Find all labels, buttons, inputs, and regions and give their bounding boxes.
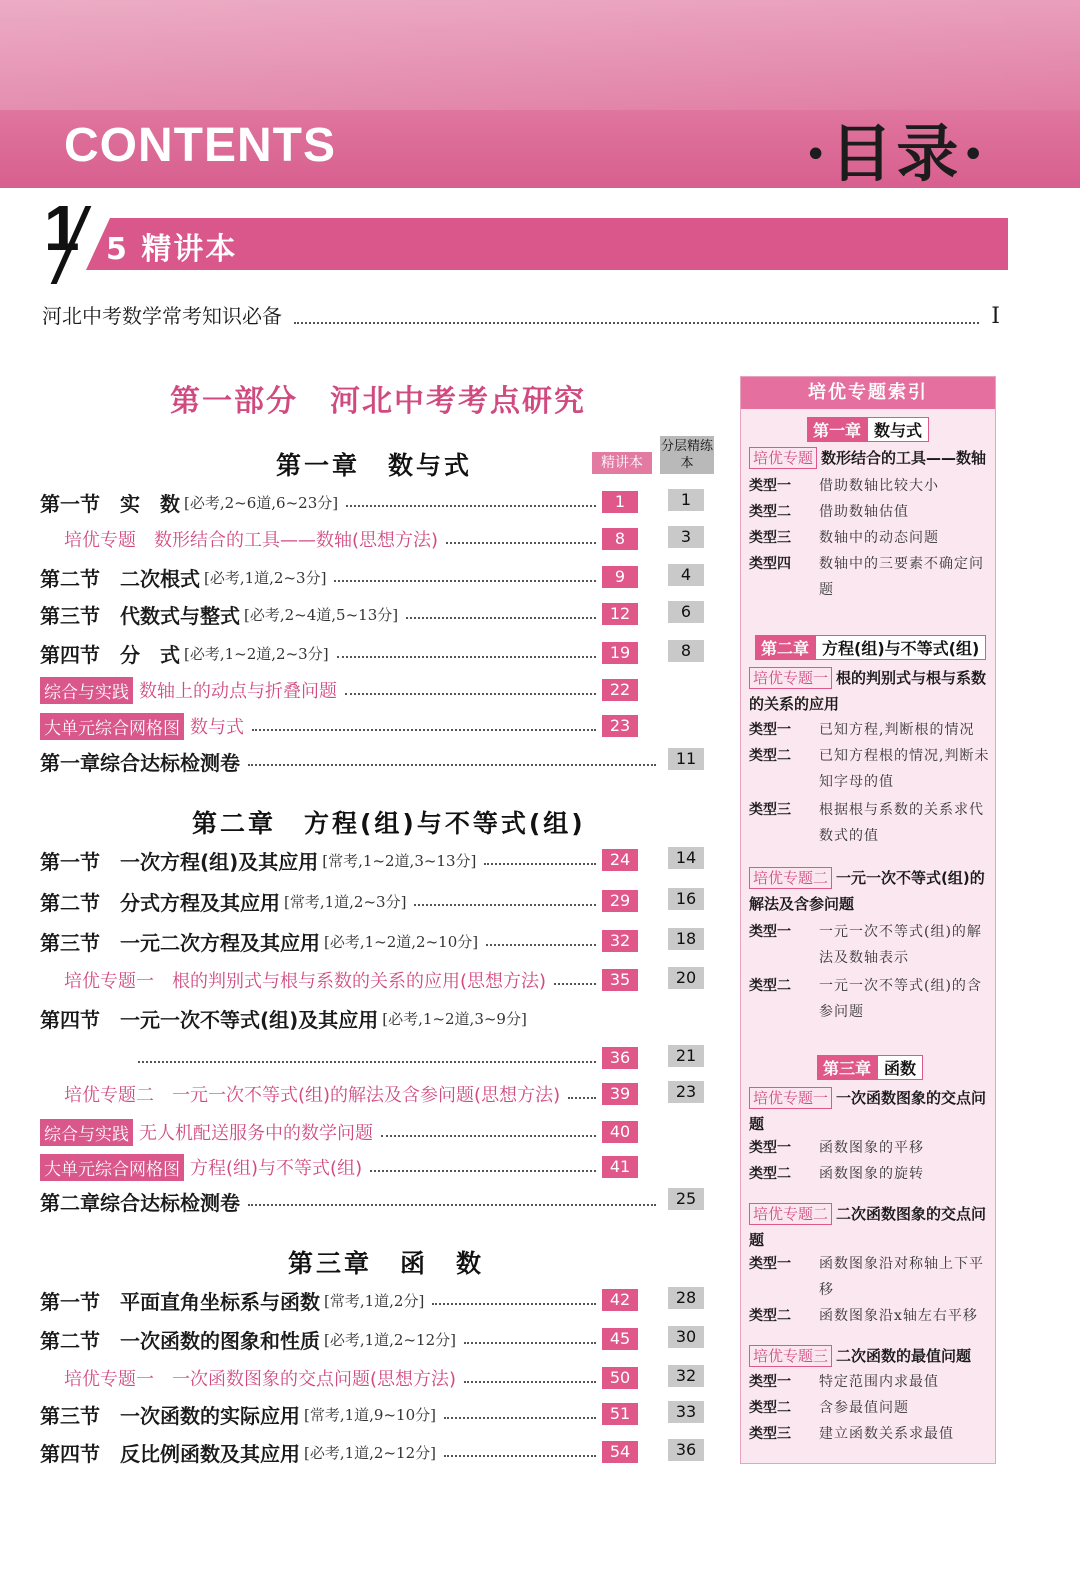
sidebar-topic[interactable]: [749, 1343, 993, 1369]
sidebar-title: 培优专题索引: [741, 377, 995, 409]
page-number-jingjiang[interactable]: 23: [602, 715, 638, 737]
type-text: 函数图象沿对称轴上下平移: [819, 1256, 984, 1298]
chapter-name: 函数: [877, 1055, 923, 1080]
entry-note: [常考,1道,2~3分]: [284, 892, 407, 911]
page-number-jingjiang[interactable]: 12: [602, 603, 638, 625]
sidebar-type-item[interactable]: [749, 1161, 993, 1187]
page-number-fenceng[interactable]: 16: [668, 888, 704, 910]
topic-tag: 培优专题一: [749, 667, 832, 689]
entry-note: [必考,1道,2~12分]: [304, 1443, 436, 1462]
page-number-fenceng[interactable]: 11: [668, 748, 704, 770]
toc-entry[interactable]: [40, 1438, 610, 1466]
entry-title: 培优专题 数形结合的工具——数轴(思想方法): [64, 530, 439, 551]
page-number-fenceng[interactable]: 6: [668, 601, 704, 623]
entry-note: [常考,1道,2分]: [324, 1291, 425, 1310]
page-number-fenceng[interactable]: 1: [668, 489, 704, 511]
page-number-fenceng[interactable]: 28: [668, 1287, 704, 1309]
page-number-jingjiang[interactable]: 8: [602, 528, 638, 550]
leader-dots: [138, 1061, 596, 1063]
page-number-fenceng[interactable]: 30: [668, 1326, 704, 1348]
sidebar-topic[interactable]: [749, 1085, 993, 1137]
leader-dots: [248, 1204, 656, 1206]
type-text: 已知方程根的情况,判断未知字母的值: [819, 748, 990, 790]
sidebar-type-item[interactable]: [749, 525, 993, 551]
contents-heading: CONTENTS: [64, 119, 336, 172]
page-number-jingjiang[interactable]: 9: [602, 566, 638, 588]
topic-text: 二次函数的最值问题: [836, 1347, 972, 1365]
entry-note: [必考,1~2道,3~9分]: [382, 1009, 527, 1028]
type-text: 一元一次不等式(组)的含参问题: [819, 978, 982, 1020]
toc-entry[interactable]: [40, 747, 670, 775]
type-label: 类型二: [749, 748, 791, 764]
entry-title: 第三节 一次函数的实际应用: [40, 1403, 300, 1428]
page-number-fenceng[interactable]: 3: [668, 526, 704, 548]
entry-title: 第四节 分 式: [40, 642, 180, 667]
page-number-jingjiang[interactable]: 19: [602, 642, 638, 664]
page-number-jingjiang[interactable]: 40: [602, 1121, 638, 1143]
type-label: 类型二: [749, 1166, 791, 1182]
sidebar-type-item[interactable]: [749, 717, 993, 743]
toc-entry[interactable]: [40, 887, 610, 915]
page-number-jingjiang[interactable]: 45: [602, 1328, 638, 1350]
type-label: 类型四: [749, 556, 791, 572]
toc-entry[interactable]: [40, 563, 610, 591]
leader-dots: [334, 580, 596, 582]
sidebar-type-item[interactable]: [749, 473, 993, 499]
type-label: 类型一: [749, 1374, 791, 1390]
topic-text: 一元一次不等式(组)的解法及含参问题: [749, 869, 985, 913]
sidebar-type-item[interactable]: [749, 1395, 993, 1421]
sidebar-type-item[interactable]: [749, 499, 993, 525]
leader-dots: [345, 693, 596, 695]
leader-dots: [484, 863, 596, 865]
entry-title: 第二章综合达标检测卷: [40, 1190, 240, 1215]
page-number-fenceng[interactable]: 4: [668, 564, 704, 586]
page-number-jingjiang[interactable]: 51: [602, 1403, 638, 1425]
sidebar-topic[interactable]: [749, 865, 993, 917]
part-title: 第一部分 河北中考考点研究: [170, 384, 586, 419]
toc-entry[interactable]: [40, 1153, 610, 1181]
entry-title: 方程(组)与不等式(组): [190, 1158, 363, 1179]
chapter-name: 数与式: [867, 417, 929, 442]
page-number-jingjiang[interactable]: 35: [602, 969, 638, 991]
toc-entry[interactable]: [40, 1286, 610, 1314]
sidebar-type-item[interactable]: [749, 1421, 993, 1447]
page-number-jingjiang[interactable]: 36: [602, 1047, 638, 1069]
volume-number: 1: [44, 192, 80, 264]
leader-dots: [446, 542, 596, 544]
page-number-fenceng[interactable]: 25: [668, 1188, 704, 1210]
page-number-jingjiang[interactable]: 41: [602, 1156, 638, 1178]
toc-entry[interactable]: [40, 927, 610, 955]
toc-entry[interactable]: [40, 1118, 610, 1146]
intro-page: I: [991, 304, 1000, 329]
sidebar-type-item[interactable]: [749, 1251, 993, 1303]
type-label: 类型二: [749, 1400, 791, 1416]
entry-note: [必考,1道,2~3分]: [204, 568, 327, 587]
entry-title: 第一节 一次方程(组)及其应用: [40, 849, 319, 874]
topic-tag: 培优专题二: [749, 867, 832, 889]
entry-title: 第四节 一元一次不等式(组)及其应用: [40, 1007, 379, 1032]
type-text: 借助数轴比较大小: [819, 478, 939, 494]
col-header-jingjiang: 精讲本: [592, 452, 652, 474]
type-label: 类型二: [749, 1308, 791, 1324]
toc-entry[interactable]: [40, 712, 610, 740]
page-number-jingjiang[interactable]: 42: [602, 1289, 638, 1311]
col-header-fenceng: 分层精练本: [660, 436, 714, 474]
toc-entry[interactable]: [64, 1080, 610, 1108]
sidebar-type-item[interactable]: [749, 1369, 993, 1395]
entry-note: [常考,1~2道,3~13分]: [322, 851, 477, 870]
entry-title: 第四节 反比例函数及其应用: [40, 1441, 300, 1466]
leader-dots: [486, 944, 596, 946]
entry-note: [必考,2~6道,6~23分]: [184, 493, 339, 512]
type-label: 类型三: [749, 802, 791, 818]
sidebar-type-item[interactable]: [749, 797, 993, 849]
sidebar-topic[interactable]: [749, 1201, 993, 1253]
entry-title: 培优专题一 根的判别式与根与系数的关系的应用(思想方法): [64, 971, 547, 992]
toc-entry[interactable]: [64, 966, 610, 994]
entry-title: 第二节 分式方程及其应用: [40, 890, 280, 915]
entry-title: 第二节 一次函数的图象和性质: [40, 1328, 320, 1353]
page-number-fenceng[interactable]: 8: [668, 640, 704, 662]
chapter-tag: 第一章: [807, 417, 867, 442]
type-text: 含参最值问题: [819, 1400, 909, 1416]
entry-tag: 大单元综合网格图: [40, 1154, 184, 1181]
toc-entry[interactable]: [40, 1325, 610, 1353]
type-label: 类型一: [749, 1256, 791, 1272]
leader-dots: [294, 322, 979, 324]
sidebar-chapter[interactable]: [755, 635, 986, 660]
page-number-fenceng[interactable]: 14: [668, 847, 704, 869]
leader-dots: [370, 1170, 596, 1172]
topic-text: 二次函数图象的交点问题: [749, 1205, 987, 1249]
page-number-jingjiang[interactable]: 32: [602, 930, 638, 952]
sidebar-type-item[interactable]: [749, 551, 993, 603]
leader-dots: [464, 1342, 596, 1344]
entry-title: 第二节 二次根式: [40, 566, 200, 591]
sidebar-topic[interactable]: [749, 665, 993, 717]
leader-dots: [337, 656, 596, 658]
page-number-jingjiang[interactable]: 50: [602, 1367, 638, 1389]
topic-tag: 培优专题二: [749, 1203, 832, 1225]
entry-note: [必考,2~4道,5~13分]: [244, 605, 399, 624]
page-number-fenceng[interactable]: 20: [668, 967, 704, 989]
topic-text: 数形结合的工具——数轴: [821, 449, 987, 467]
toc-entry[interactable]: [40, 639, 610, 667]
sidebar-type-item[interactable]: [749, 973, 993, 1025]
leader-dots: [381, 1135, 596, 1137]
topic-text: 一次函数图象的交点问题: [749, 1089, 987, 1133]
toc-entry[interactable]: [64, 525, 610, 553]
entry-title: 数与式: [190, 717, 244, 738]
entry-tag: 大单元综合网格图: [40, 713, 184, 740]
volume-label: 5 精讲本: [106, 232, 238, 267]
sidebar-type-item[interactable]: [749, 1303, 993, 1329]
type-label: 类型二: [749, 504, 791, 520]
topic-tag: 培优专题一: [749, 1087, 832, 1109]
page-number-fenceng[interactable]: 33: [668, 1401, 704, 1423]
intro-text: 河北中考数学常考知识必备: [42, 304, 282, 328]
sidebar-type-item[interactable]: [749, 919, 993, 971]
entry-title: 第三节 一元二次方程及其应用: [40, 930, 320, 955]
sidebar-topic[interactable]: [749, 445, 993, 471]
sidebar-index: [740, 376, 996, 1464]
toc-entry[interactable]: [40, 600, 610, 628]
page-number-jingjiang[interactable]: 29: [602, 890, 638, 912]
type-text: 函数图象沿x轴左右平移: [819, 1308, 978, 1324]
toc-entry[interactable]: [64, 1364, 610, 1392]
intro-entry[interactable]: [42, 300, 1000, 329]
toc-entry[interactable]: [40, 488, 610, 516]
sidebar-type-item[interactable]: [749, 1135, 993, 1161]
entry-tag: 综合与实践: [40, 677, 133, 704]
leader-dots: [414, 904, 596, 906]
entry-note: [必考,1道,2~12分]: [324, 1330, 456, 1349]
page-number-fenceng[interactable]: 36: [668, 1439, 704, 1461]
sidebar-chapter[interactable]: [807, 417, 929, 442]
topic-tag: 培优专题: [749, 447, 817, 469]
page-number-jingjiang[interactable]: 24: [602, 849, 638, 871]
type-text: 建立函数关系求最值: [819, 1426, 954, 1442]
entry-note: [必考,1~2道,2~3分]: [184, 644, 329, 663]
type-text: 特定范围内求最值: [819, 1374, 939, 1390]
type-text: 数轴中的三要素不确定问题: [819, 556, 984, 598]
type-text: 数轴中的动态问题: [819, 530, 939, 546]
toc-entry[interactable]: [40, 1004, 710, 1032]
entry-title: 第一节 实 数: [40, 491, 180, 516]
leader-dots: [444, 1455, 596, 1457]
page-number-jingjiang[interactable]: 1: [602, 491, 638, 513]
chapter-name: 方程(组)与不等式(组): [815, 635, 986, 660]
sidebar-type-item[interactable]: [749, 743, 993, 795]
type-text: 函数图象的平移: [819, 1140, 924, 1156]
type-label: 类型一: [749, 1140, 791, 1156]
type-label: 类型一: [749, 478, 791, 494]
page-number-fenceng[interactable]: 32: [668, 1365, 704, 1387]
page-number-jingjiang[interactable]: 54: [602, 1441, 638, 1463]
leader-dots: [444, 1417, 596, 1419]
leader-dots: [248, 764, 656, 766]
leader-dots: [252, 729, 596, 731]
toc-entry-continuation: [130, 1044, 610, 1072]
type-text: 一元一次不等式(组)的解法及数轴表示: [819, 924, 982, 966]
entry-title: 第一节 平面直角坐标系与函数: [40, 1289, 320, 1314]
chapter-title: 第二章 方程(组)与不等式(组): [192, 809, 586, 838]
entry-title: 培优专题一 一次函数图象的交点问题(思想方法): [64, 1369, 457, 1390]
chapter-tag: 第三章: [817, 1055, 877, 1080]
toc-entry[interactable]: [40, 676, 610, 704]
chapter-title: 第一章 数与式: [276, 451, 473, 480]
entry-title: 无人机配送服务中的数学问题: [139, 1123, 373, 1144]
toc-entry[interactable]: [40, 1187, 670, 1215]
topic-text: 根的判别式与根与系数的关系的应用: [749, 669, 987, 713]
leader-dots: [346, 505, 596, 507]
entry-title: 培优专题二 一元一次不等式(组)的解法及含参问题(思想方法): [64, 1085, 561, 1106]
type-label: 类型三: [749, 530, 791, 546]
entry-note: [必考,1~2道,2~10分]: [324, 932, 479, 951]
type-text: 根据根与系数的关系求代数式的值: [819, 802, 984, 844]
entry-title: 第一章综合达标检测卷: [40, 750, 240, 775]
type-label: 类型一: [749, 924, 791, 940]
page-title: ·目录·: [804, 117, 988, 190]
page-number-fenceng[interactable]: 21: [668, 1045, 704, 1067]
type-text: 借助数轴估值: [819, 504, 909, 520]
type-text: 函数图象的旋转: [819, 1166, 924, 1182]
entry-note: [常考,1道,9~10分]: [304, 1405, 436, 1424]
leader-dots: [432, 1303, 596, 1305]
page-number-fenceng[interactable]: 23: [668, 1081, 704, 1103]
chapter-title: 第三章 函 数: [288, 1249, 485, 1278]
leader-dots: [568, 1097, 596, 1099]
type-label: 类型一: [749, 722, 791, 738]
topic-tag: 培优专题三: [749, 1345, 832, 1367]
chapter-tag: 第二章: [755, 635, 815, 660]
type-label: 类型二: [749, 978, 791, 994]
toc-entry[interactable]: [40, 1400, 610, 1428]
type-label: 类型三: [749, 1426, 791, 1442]
entry-tag: 综合与实践: [40, 1119, 133, 1146]
page-number-jingjiang[interactable]: 22: [602, 679, 638, 701]
page-number-jingjiang[interactable]: 39: [602, 1083, 638, 1105]
entry-title: 第三节 代数式与整式: [40, 603, 240, 628]
leader-dots: [406, 617, 596, 619]
page-number-fenceng[interactable]: 18: [668, 928, 704, 950]
toc-entry[interactable]: [40, 846, 610, 874]
leader-dots: [554, 983, 596, 985]
leader-dots: [464, 1381, 596, 1383]
entry-title: 数轴上的动点与折叠问题: [139, 681, 337, 702]
sidebar-chapter[interactable]: [817, 1055, 923, 1080]
type-text: 已知方程,判断根的情况: [819, 722, 975, 738]
